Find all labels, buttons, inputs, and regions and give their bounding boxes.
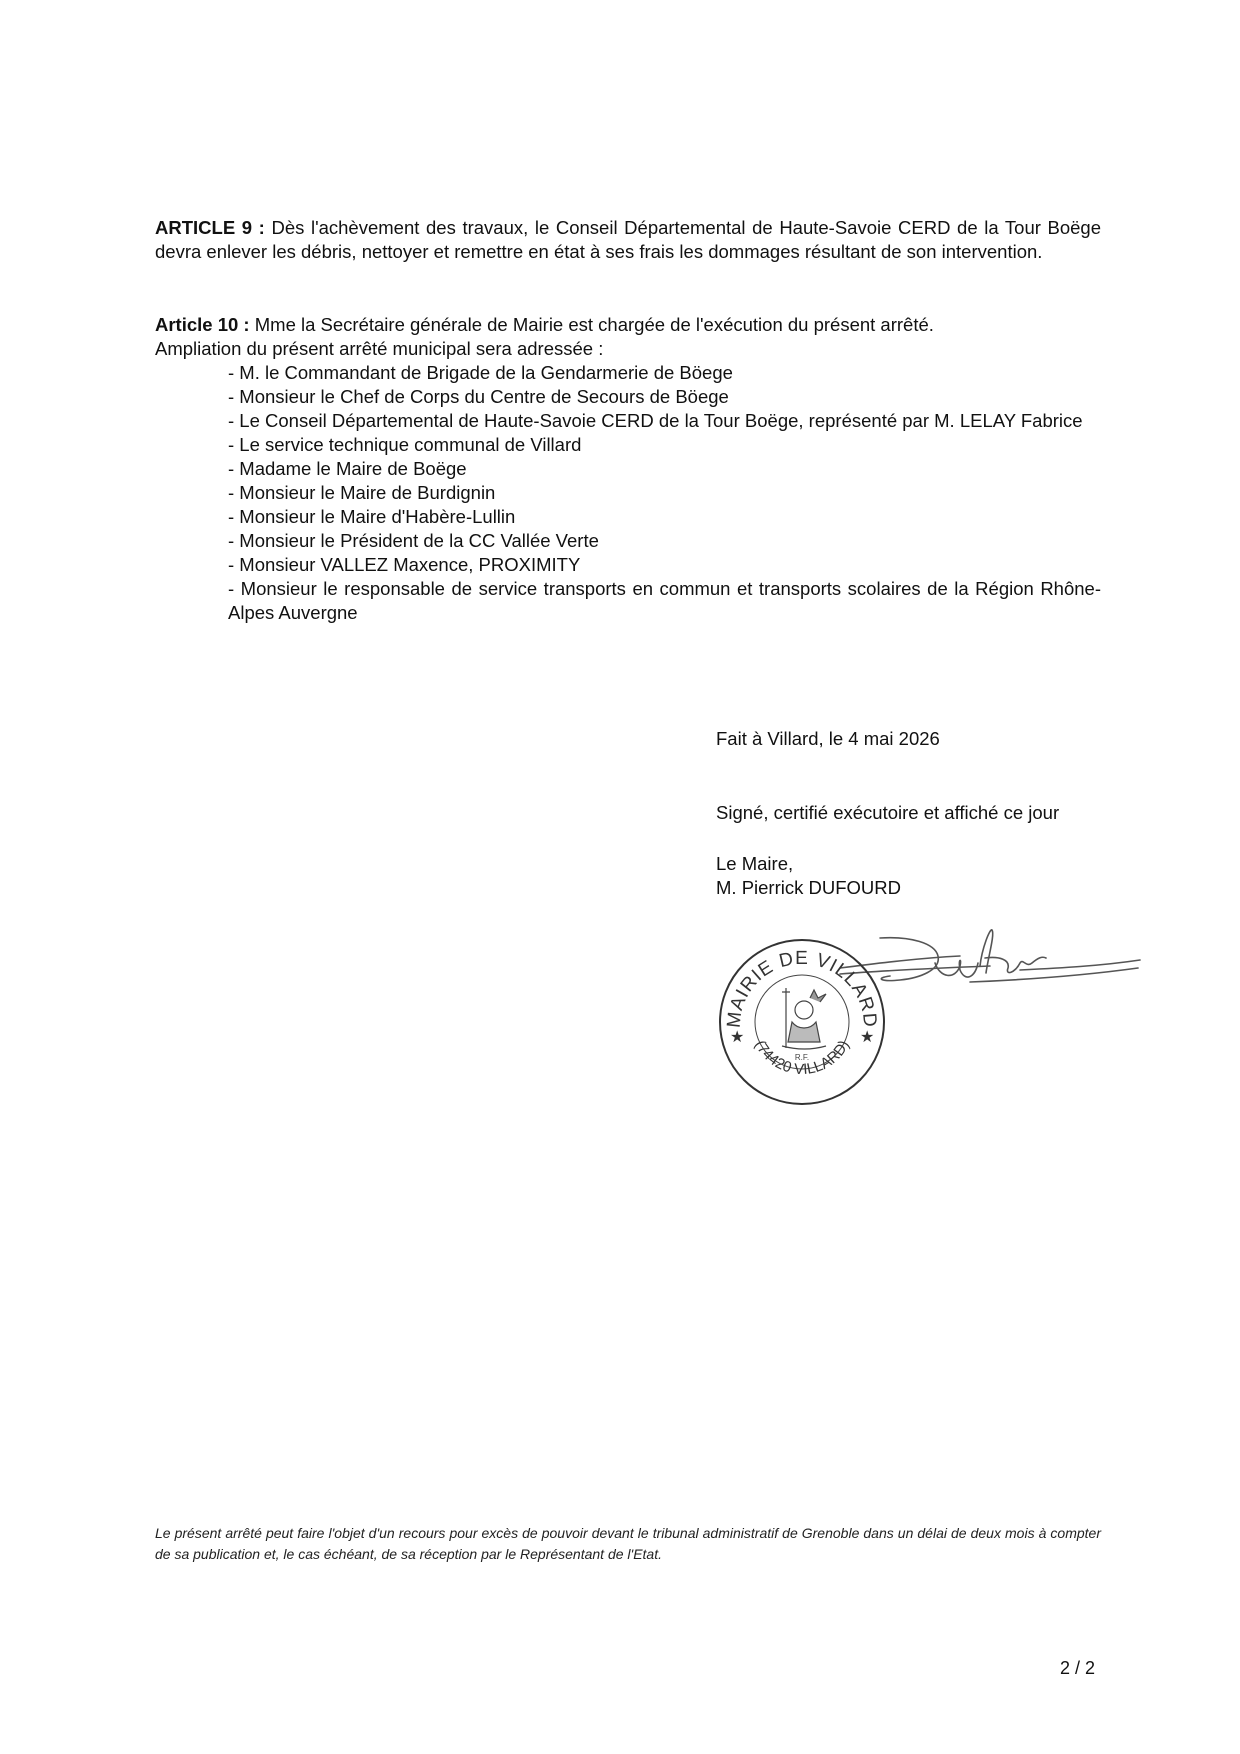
certification-line: Signé, certifié exécutoire et affiché ce jour <box>716 802 1060 823</box>
seal-star-icon: ★ <box>730 1029 745 1046</box>
marianne-emblem-icon <box>782 988 826 1049</box>
mayor-title: Le Maire, <box>716 853 794 874</box>
article-9-paragraph <box>155 216 1101 264</box>
recipient-item: - Monsieur le Chef de Corps du Centre de Secours de Böege <box>228 386 729 407</box>
article-10-label: Article 10 : <box>155 314 250 335</box>
place-date-line: Fait à Villard, le 4 mai 2026 <box>716 728 940 749</box>
recipient-item: - Monsieur VALLEZ Maxence, PROXIMITY <box>228 554 581 575</box>
legal-recourse-note: Le présent arrêté peut faire l'objet d'un recours pour excès de pouvoir devant le tribunal administratif de Grenoble dans un délai de deux mois à compter de sa publication et, le cas échéant, de sa réception par le Représentant de l'Etat. <box>155 1525 1101 1562</box>
recipient-item: - Madame le Maire de Boëge <box>228 458 467 479</box>
seal-star-icon: ★ <box>860 1029 875 1046</box>
recipient-item: - Monsieur le Président de la CC Vallée Verte <box>228 530 599 551</box>
article-10-paragraph <box>155 313 1101 337</box>
ampliation-line: Ampliation du présent arrêté municipal sera adressée : <box>155 338 604 359</box>
recipient-item: - Le service technique communal de Villard <box>228 434 582 455</box>
article-10-text: Mme la Secrétaire générale de Mairie est chargée de l'exécution du présent arrêté. <box>249 314 934 335</box>
article-9-text: Dès l'achèvement des travaux, le Conseil Départemental de Haute-Savoie CERD de la Tour Boëge devra enlever les débris, nettoyer et remettre en état à ses frais les dommages résultant de son intervention. <box>155 217 1102 262</box>
recipient-item: - M. le Commandant de Brigade de la Gendarmerie de Böege <box>228 362 733 383</box>
recipient-item: - Le Conseil Départemental de Haute-Savoie CERD de la Tour Boëge, représenté par M. LELAY Fabrice <box>228 410 1083 431</box>
seal-top-text: MAIRIE DE VILLARD <box>723 947 881 1029</box>
article-9-label: ARTICLE 9 : <box>155 217 265 238</box>
seal-bottom-text: (74420 VILLARD) <box>751 1037 853 1079</box>
recipients-list <box>228 361 1101 625</box>
mayor-name: M. Pierrick DUFOURD <box>716 877 901 898</box>
seal-center-text: R.F. <box>794 1053 810 1062</box>
page-number: 2 / 2 <box>1059 1658 1095 1678</box>
recipient-item: - Monsieur le responsable de service transports en commun et transports scolaires de la Région Rhône-Alpes Auvergne <box>228 578 1101 623</box>
recipient-item: - Monsieur le Maire de Burdignin <box>228 482 496 503</box>
recipient-item: - Monsieur le Maire d'Habère-Lullin <box>228 506 516 527</box>
mairie-seal <box>712 930 892 1115</box>
